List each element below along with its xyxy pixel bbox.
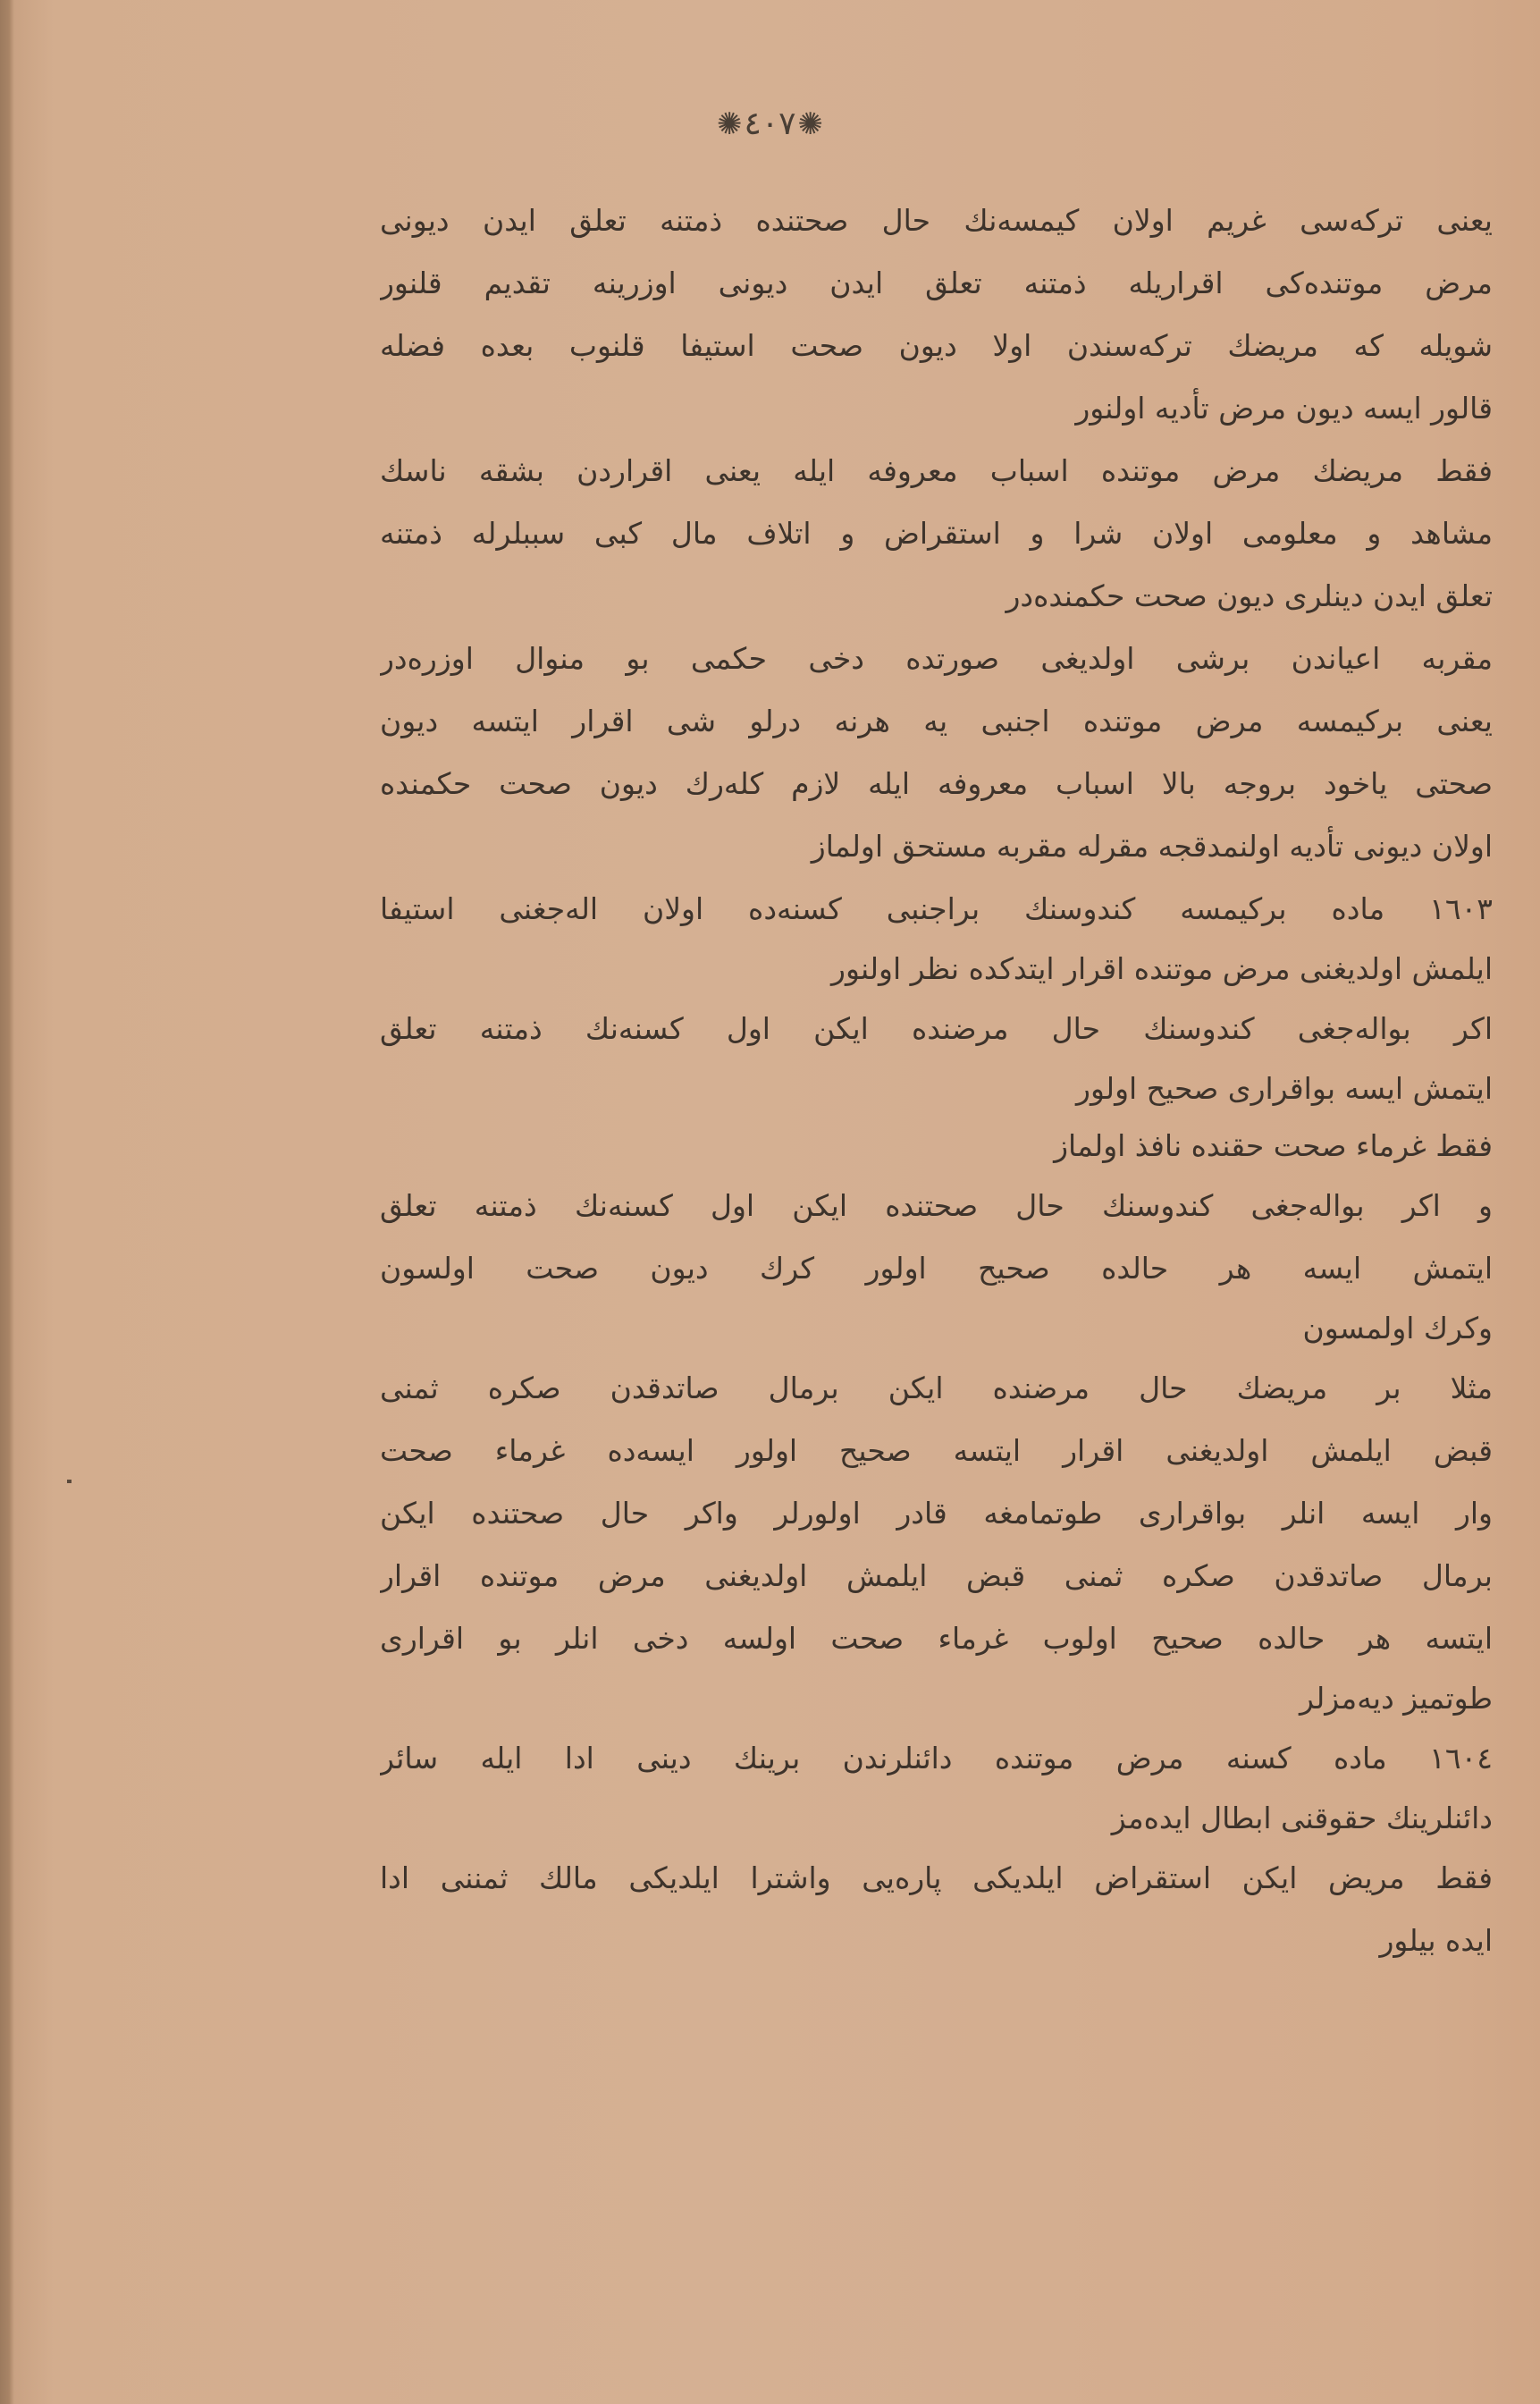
text-line: فقط غرماء صحت حقنده نافذ اولماز — [1054, 1128, 1493, 1163]
text-line: ايلمش اولديغنى مرض موتنده اقرار ايتدكده نظر اولنور — [831, 951, 1493, 986]
article-1603-heading: ١٦٠٣ ماده بركيمسه كندوسنك براجنبى كسنه‌ده اولان الەجغنى استيفا — [380, 891, 1493, 926]
text-line: قالور ايسه ديون مرض تأديه اولنور — [1075, 391, 1493, 426]
text-line: وكرك اولمسون — [1302, 1311, 1493, 1345]
text-line: مرض موتنده‌كى اقراريله ذمتنه تعلق ايدن ديونى اوزرينه تقديم قلنور — [380, 266, 1493, 300]
text-line: اكر بوالەجغى كندوسنك حال مرضنده ايكن اول كسنه‌نك ذمتنه تعلق — [380, 1011, 1493, 1046]
text-line: برمال صاتدقدن صكره ثمنى قبض ايلمش اولديغنى مرض موتنده اقرار — [380, 1558, 1493, 1593]
text-line: صحتى ياخود بروجه بالا اسباب معروفه ايله لازم كلەرك ديون صحت حكمنده — [380, 766, 1493, 801]
text-line: قبض ايلمش اولديغنى اقرار ايتسه صحيح اولور ايسه‌ده غرماء صحت — [380, 1433, 1493, 1468]
page-number: ٤٠٧ — [744, 105, 796, 142]
text-line: ايتمش ايسه هر حالده صحيح اولور كرك ديون صحت اولسون — [380, 1251, 1493, 1286]
page-number-header — [0, 105, 1540, 142]
text-line: مقربه اعياندن برشى اولديغى صورتده دخى حكمى بو منوال اوزره‌در — [380, 641, 1493, 676]
text-line: تعلق ايدن دينلرى ديون صحت حكمنده‌در — [1006, 578, 1493, 613]
example-line: مثلا بر مريضك حال مرضنده ايكن برمال صاتدقدن صكره ثمنى — [380, 1371, 1493, 1405]
ornament-icon-right: ✺ — [797, 106, 823, 142]
text-line: دائنلرينك حقوقنى ابطال ايده‌مز — [1111, 1801, 1493, 1835]
article-1604-heading: ١٦٠٤ ماده كسنه مرض موتنده دائنلرندن برينك دينى ادا ايله سائر — [380, 1741, 1493, 1776]
text-line: فقط مريضك مرض موتنده اسباب معروفه ايله يعنى اقراردن بشقه ناسك — [380, 453, 1493, 488]
body-text — [380, 190, 1493, 1972]
text-line: شويله كه مريضك تركه‌سندن اولا ديون صحت استيفا قلنوب بعده فضله — [380, 328, 1493, 363]
text-line: اولان ديونى تأديه اولنمدقجه مقرله مقربه مستحق اولماز — [811, 829, 1493, 864]
paper-speck — [67, 1480, 72, 1483]
text-line: و اكر بوالەجغى كندوسنك حال صحتنده ايكن اول كسنه‌نك ذمتنه تعلق — [380, 1188, 1493, 1223]
text-line: ايتمش ايسه بواقرارى صحيح اولور — [1076, 1071, 1493, 1106]
text-line: مشاهد و معلومى اولان شرا و استقراض و اتلاف مال كبى سببلرله ذمتنه — [380, 516, 1493, 551]
text-line: ايده بيلور — [1379, 1923, 1493, 1958]
text-line: يعنى بركيمسه مرض موتنده اجنبى يه هرنه درلو شى اقرار ايتسه ديون — [380, 704, 1493, 738]
ornament-icon-left: ✺ — [716, 106, 743, 142]
text-line: طوتميز ديه‌مزلر — [1300, 1681, 1493, 1716]
text-line: يعنى تركه‌سى غريم اولان كيمسه‌نك حال صحتنده ذمتنه تعلق ايدن ديونى — [380, 203, 1493, 238]
text-line: ايتسه هر حالده صحيح اولوب غرماء صحت اولسه دخى انلر بو اقرارى — [380, 1621, 1493, 1656]
text-line: وار ايسه انلر بواقرارى طوتمامغه قادر اولورلر واكر حال صحتنده ايكن — [380, 1496, 1493, 1531]
text-line: فقط مريض ايكن استقراض ايلديكى پاره‌يى واشترا ايلديكى مالك ثمننى ادا — [380, 1860, 1493, 1895]
